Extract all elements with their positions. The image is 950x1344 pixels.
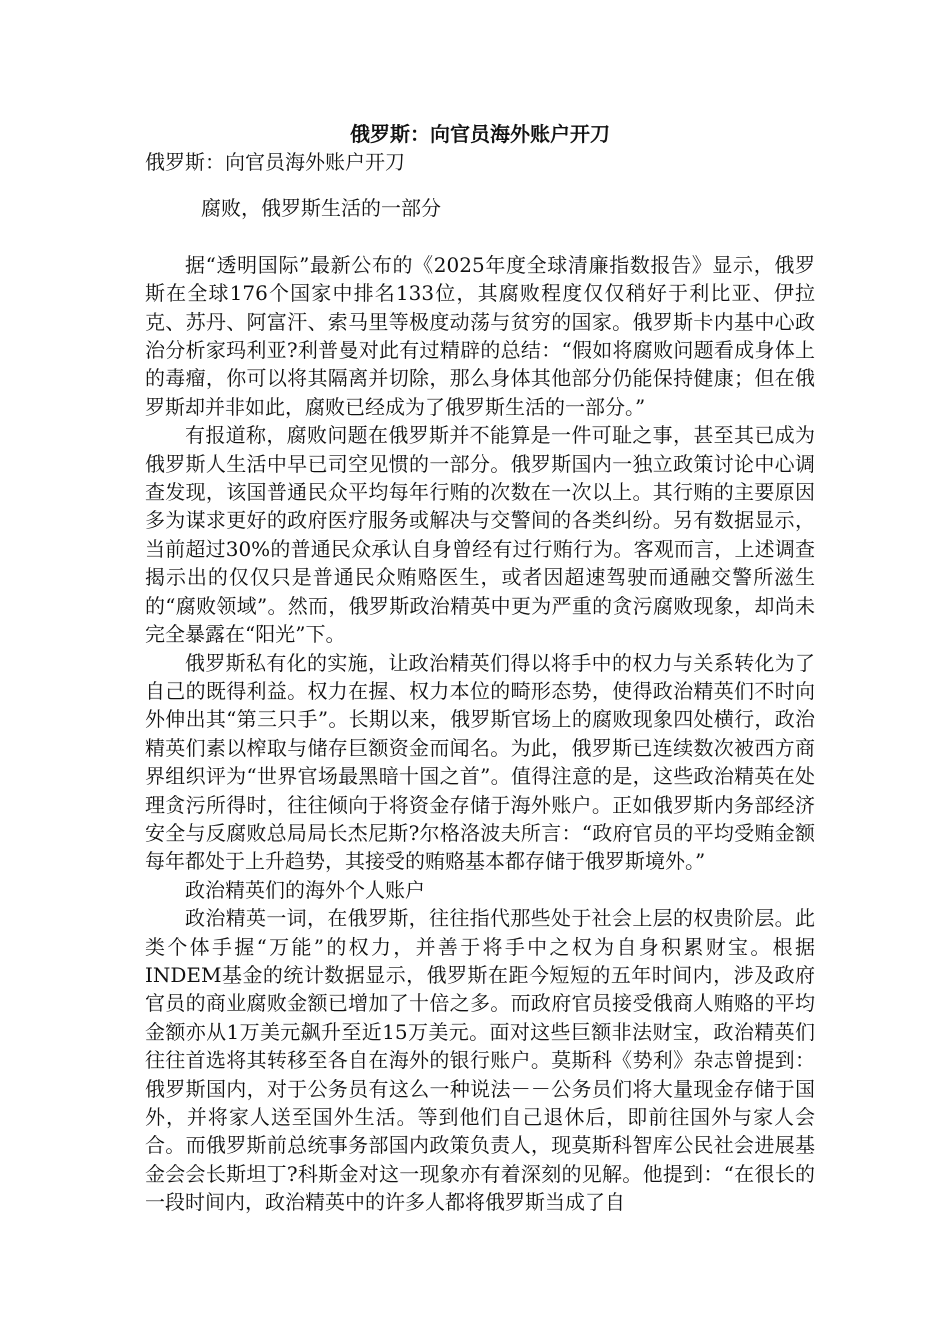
- body-paragraph: 据“透明国际”最新公布的《2025年度全球清廉指数报告》显示，俄罗斯在全球176个国家中排名133位，其腐败程度仅仅稍好于利比亚、伊拉克、苏丹、阿富汗、索马里等极度动荡与贫穷的国家。俄罗斯卡内基中心政治分析家玛利亚?利普曼对此有过精辟的总结：“假如将腐败问题看成身体上的毒瘤，你可以将其隔离并切除，那么身体其他部分仍能保持健康；但在俄罗斯却并非如此，腐败已经成为了俄罗斯生活的一部分。”: [145, 252, 815, 419]
- document-title: 俄罗斯：向官员海外账户开刀: [350, 122, 610, 146]
- section-heading: 腐败，俄罗斯生活的一部分: [201, 196, 441, 221]
- document-subtitle: 俄罗斯：向官员海外账户开刀: [145, 150, 405, 174]
- body-paragraph: 有报道称，腐败问题在俄罗斯并不能算是一件可耻之事，甚至其已成为俄罗斯人生活中早已司空见惯的一部分。俄罗斯国内一独立政策讨论中心调查发现，该国普通民众平均每年行贿的次数在一次以上。其行贿的主要原因多为谋求更好的政府医疗服务或解决与交警间的各类纠纷。另有数据显示，当前超过30%的普通民众承认自身曾经有过行贿行为。客观而言，上述调查揭示出的仅仅只是普通民众贿赂医生，或者因超速驾驶而通融交警所滋生的“腐败领域”。然而，俄罗斯政治精英中更为严重的贪污腐败现象，却尚未完全暴露在“阳光”下。: [145, 423, 815, 647]
- spacer: [145, 176, 815, 194]
- spacer: [145, 223, 815, 251]
- document-page: [145, 120, 815, 1217]
- body-paragraph: 俄罗斯私有化的实施，让政治精英们得以将手中的权力与关系转化为了自己的既得利益。权力在握、权力本位的畸形态势，使得政治精英们不时向外伸出其“第三只手”。长期以来，俄罗斯官场上的腐败现象四处横行，政治精英们素以榨取与储存巨额资金而闻名。为此，俄罗斯已连续数次被西方商界组织评为“世界官场最黑暗十国之首”。值得注意的是，这些政治精英在处理贪污所得时，往往倾向于将资金存储于海外账户。正如俄罗斯内务部经济安全与反腐败总局局长杰尼斯?尔格洛波夫所言：“政府官员的平均受贿金额每年都处于上升趋势，其接受的贿赂基本都存储于俄罗斯境外。”: [145, 650, 815, 874]
- body-paragraph: 政治精英一词，在俄罗斯，往往指代那些处于社会上层的权贵阶层。此类个体手握“万能”的权力，并善于将手中之权为自身积累财宝。根据INDEM基金的统计数据显示，俄罗斯在距今短短的五年时间内，涉及政府官员的商业腐败金额已增加了十倍之多。而政府官员接受俄商人贿赂的平均金额亦从1万美元飙升至近15万美元。面对这些巨额非法财宝，政治精英们往往首选将其转移至各自在海外的银行账户。莫斯科《势利》杂志曾提到：俄罗斯国内，对于公务员有这么一种说法－－公务员们将大量现金存储于国外，并将家人送至国外生活。等到他们自己退休后，即前往国外与家人会合。而俄罗斯前总统事务部国内政策负责人，现莫斯科智库公民社会进展基金会会长斯坦丁?科斯金对这一现象亦有着深刻的见解。他提到：“在很长的一段时间内，政治精英中的许多人都将俄罗斯当成了自: [145, 906, 815, 1215]
- section-heading: 政治精英们的海外个人账户: [185, 877, 425, 902]
